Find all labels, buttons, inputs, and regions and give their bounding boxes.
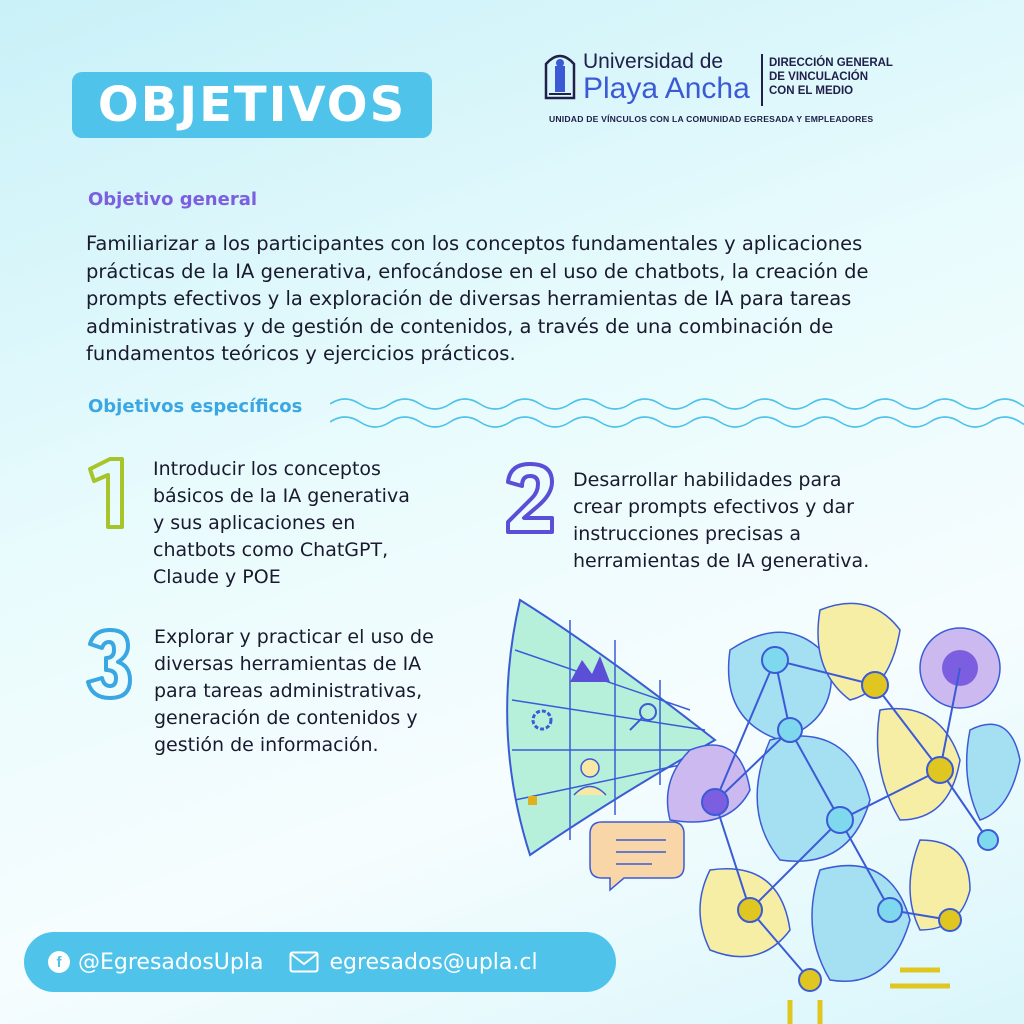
page-title: OBJETIVOS (97, 77, 407, 133)
mail-icon[interactable] (289, 951, 319, 973)
title-banner (72, 72, 432, 138)
email-address[interactable]: egresados@upla.cl (329, 949, 538, 975)
logo-dir-line1: DIRECCIÓN GENERAL (769, 57, 893, 69)
university-shield-icon (543, 50, 577, 100)
number-three-icon (84, 626, 134, 700)
logo-unit-text: UNIDAD DE VÍNCULOS CON LA COMUNIDAD EGRESADA Y EMPLEADORES (549, 114, 874, 124)
facebook-icon[interactable]: f (48, 951, 70, 973)
facebook-handle[interactable]: @EgresadosUpla (78, 949, 264, 975)
university-logo (543, 50, 923, 130)
number-one-icon (84, 455, 130, 531)
logo-university-line2: Playa Ancha (583, 72, 750, 105)
logo-dir-line3: CON EL MEDIO (769, 85, 854, 97)
specific-objective-2: Desarrollar habilidades para crear prompts efectivos y dar instrucciones precisas a herramientas de IA generativa. (573, 469, 870, 572)
logo-direction-text (769, 56, 893, 98)
specific-objective-3: Explorar y practicar el uso de diversas herramientas de IA para tareas administrativas, generación de contenidos y gestión de información. (154, 626, 434, 756)
general-objective-text: Familiarizar a los participantes con los conceptos fundamentales y aplicaciones prácticas de la IA generativa, enfocándose en el uso de chatbots, la creación de prompts efectivos y la exploración de diversas herramientas de IA para tareas administrativas y de gestión de contenidos, a través de una combinación de fundamentos teóricos y ejercicios prácticos. (86, 232, 869, 365)
wave-divider (330, 388, 1024, 436)
logo-university-line1: Universidad de (583, 50, 724, 73)
number-two-icon (502, 460, 558, 536)
logo-divider (761, 54, 763, 106)
contact-footer (24, 932, 616, 992)
logo-dir-line2: DE VINCULACIÓN (769, 71, 869, 83)
general-objective-heading: Objetivo general (88, 189, 258, 210)
specific-objectives-heading: Objetivos específicos (88, 396, 303, 417)
specific-objective-1: Introducir los conceptos básicos de la IA generativa y sus aplicaciones en chatbots como ChatGPT, Claude y POE (153, 458, 410, 588)
